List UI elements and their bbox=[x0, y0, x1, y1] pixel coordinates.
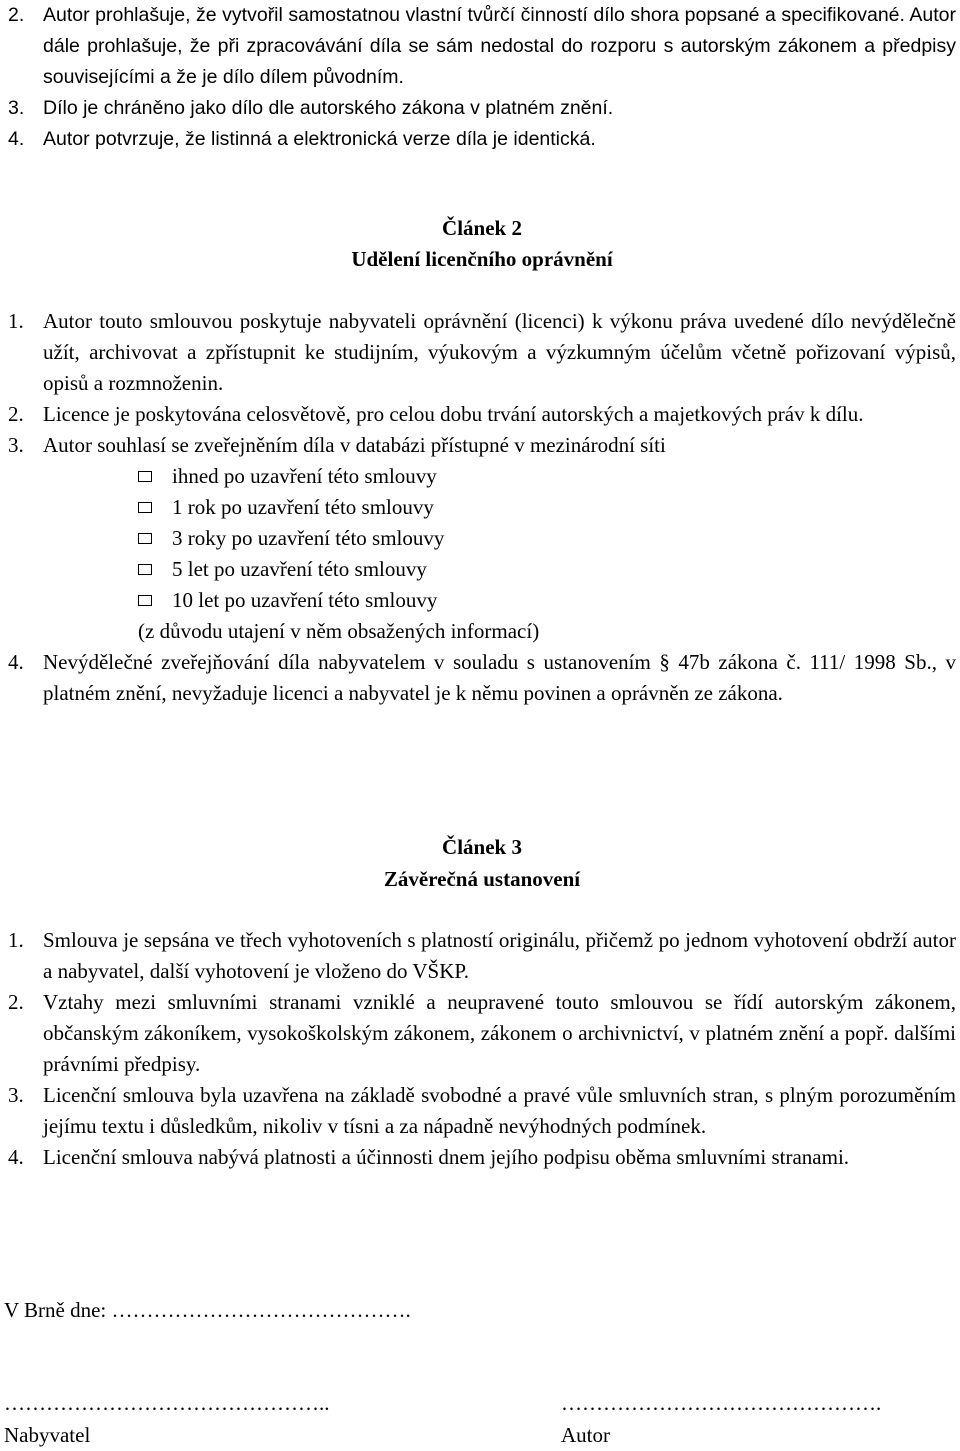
checkbox[interactable] bbox=[138, 502, 152, 513]
checkbox[interactable] bbox=[138, 533, 152, 544]
article-3-subtitle: Závěrečná ustanovení bbox=[383, 867, 581, 891]
checkbox[interactable] bbox=[138, 471, 152, 482]
item-number: 4. bbox=[8, 1145, 24, 1169]
item-text: Smlouva je sepsána ve třech vyhotoveních s platností originálu, přičemž po jednom vyhotovení obdrží autor a nabyvatel, další vyhotovení je vloženo do VŠKP. bbox=[43, 928, 956, 983]
options-note: (z důvodu utajení v něm obsažených informací) bbox=[138, 619, 540, 643]
option-row[interactable] bbox=[138, 523, 956, 554]
option-label: 3 roky po uzavření této smlouvy bbox=[172, 526, 445, 550]
option-label: ihned po uzavření této smlouvy bbox=[172, 464, 437, 488]
option-row[interactable] bbox=[138, 461, 956, 492]
art3-item-3 bbox=[8, 1080, 956, 1142]
item-number: 1. bbox=[8, 928, 24, 952]
place-date-line[interactable]: V Brně dne: ……………………………………. bbox=[4, 1298, 411, 1322]
article-1-tail bbox=[8, 0, 956, 155]
option-row[interactable] bbox=[138, 554, 956, 585]
art3-item-1 bbox=[8, 925, 956, 987]
item-number: 4. bbox=[8, 128, 25, 150]
art2-item-4 bbox=[8, 647, 956, 709]
article-3-title: Článek 3 bbox=[442, 835, 522, 859]
option-label: 10 let po uzavření této smlouvy bbox=[172, 588, 438, 612]
option-label: 1 rok po uzavření této smlouvy bbox=[172, 495, 434, 519]
art1-item-2 bbox=[8, 0, 956, 93]
item-number: 4. bbox=[8, 650, 24, 674]
item-number: 1. bbox=[8, 309, 24, 333]
option-row[interactable] bbox=[138, 585, 956, 616]
art1-item-4 bbox=[8, 124, 956, 155]
signature-line-nabyvatel[interactable]: ……………………………………….. bbox=[4, 1391, 330, 1415]
item-number: 3. bbox=[8, 433, 24, 457]
option-row[interactable] bbox=[138, 492, 956, 523]
item-number: 2. bbox=[8, 402, 24, 426]
art3-item-4 bbox=[8, 1142, 956, 1173]
item-text: Licenční smlouva nabývá platnosti a účinnosti dnem jejího podpisu oběma smluvními stranami. bbox=[43, 1145, 850, 1169]
item-text: Autor touto smlouvou poskytuje nabyvateli oprávnění (licenci) k výkonu práva uvedené dílo nevýdělečně užít, archivovat a zpřístupnit ke studijním, výukovým a výzkumným účelům včetně pořizovaní výpisů, opisů a rozmnoženin. bbox=[43, 309, 956, 395]
signature-label-nabyvatel: Nabyvatel bbox=[4, 1423, 91, 1447]
item-text: Vztahy mezi smluvními stranami vzniklé a neupravené touto smlouvou se řídí autorským zákonem, občanským zákoníkem, vysokoškolským zákonem, zákonem o archivnictví, v platném znění a popř. dalšími právními předpisy. bbox=[43, 990, 956, 1076]
item-number: 3. bbox=[8, 1083, 24, 1107]
checkbox[interactable] bbox=[138, 564, 152, 575]
article-2-body bbox=[8, 306, 956, 709]
art2-item-3 bbox=[8, 430, 956, 461]
publication-options bbox=[8, 461, 956, 616]
item-text: Autor potvrzuje, že listinná a elektronická verze díla je identická. bbox=[43, 128, 596, 150]
art3-item-2 bbox=[8, 987, 956, 1080]
article-2-title: Článek 2 bbox=[442, 216, 522, 240]
item-number: 3. bbox=[8, 97, 25, 119]
article-2-subtitle: Udělení licenčního oprávnění bbox=[351, 247, 613, 271]
item-text: Dílo je chráněno jako dílo dle autorského zákona v platném znění. bbox=[43, 97, 614, 119]
art2-item-2 bbox=[8, 399, 956, 430]
checkbox[interactable] bbox=[138, 595, 152, 606]
item-text: Autor souhlasí se zveřejněním díla v databázi přístupné v mezinárodní síti bbox=[43, 433, 666, 457]
option-label: 5 let po uzavření této smlouvy bbox=[172, 557, 427, 581]
item-number: 2. bbox=[8, 4, 25, 26]
signature-line-autor[interactable]: ………………………………………. bbox=[561, 1391, 882, 1415]
item-number: 2. bbox=[8, 990, 24, 1014]
item-text: Licence je poskytována celosvětově, pro celou dobu trvání autorských a majetkových práv k dílu. bbox=[43, 402, 864, 426]
signature-label-autor: Autor bbox=[561, 1423, 610, 1447]
article-3-body bbox=[8, 925, 956, 1173]
item-text: Autor prohlašuje, že vytvořil samostatnou vlastní tvůrčí činností dílo shora popsané a specifikované. Autor dále prohlašuje, že při zpracovávání díla se sám nedostal do rozporu s autorským zákonem a předpisy souvisejícími a že je dílo dílem původním. bbox=[43, 4, 956, 88]
item-text: Licenční smlouva byla uzavřena na základě svobodné a pravé vůle smluvních stran, s plným porozuměním jejímu textu i důsledkům, nikoliv v tísni a za nápadně nevýhodných podmínek. bbox=[43, 1083, 956, 1138]
item-text: Nevýdělečné zveřejňování díla nabyvatelem v souladu s ustanovením § 47b zákona č. 111/ 1998 Sb., v platném znění, nevyžaduje licenci a nabyvatel je k němu povinen a oprávněn ze zákona. bbox=[43, 650, 956, 705]
art1-item-3 bbox=[8, 93, 956, 124]
art2-item-1 bbox=[8, 306, 956, 399]
